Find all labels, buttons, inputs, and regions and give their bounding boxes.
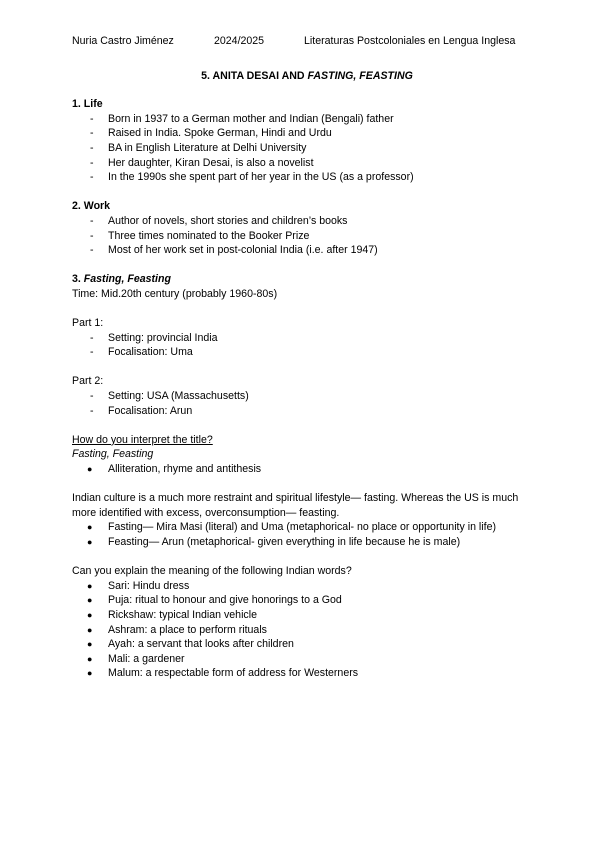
list-item: ● Feasting— Arun (metaphorical- given everything in life because he is male) xyxy=(72,535,542,550)
header-author: Nuria Castro Jiménez xyxy=(72,35,174,47)
list-item: - Setting: provincial India xyxy=(72,331,542,346)
part1-list xyxy=(72,331,542,360)
indian-words-list xyxy=(72,579,542,681)
document-title xyxy=(72,69,542,84)
list-item: - BA in English Literature at Delhi University xyxy=(72,141,542,156)
list-item: - Her daughter, Kiran Desai, is also a novelist xyxy=(72,156,542,171)
list-item: - In the 1990s she spent part of her year in the US (as a professor) xyxy=(72,170,542,185)
list-item: - Raised in India. Spoke German, Hindi and Urdu xyxy=(72,126,542,141)
list-item: ● Puja: ritual to honour and give honorings to a God xyxy=(72,593,542,608)
novel-heading xyxy=(72,272,542,287)
life-list xyxy=(72,112,542,185)
list-item: ● Rickshaw: typical Indian vehicle xyxy=(72,608,542,623)
document-page xyxy=(72,34,542,681)
list-item: - Three times nominated to the Booker Prize xyxy=(72,229,542,244)
list-item: - Born in 1937 to a German mother and Indian (Bengali) father xyxy=(72,112,542,127)
life-heading: 1. Life xyxy=(72,98,103,111)
title-question: How do you interpret the title? xyxy=(72,433,213,446)
list-item: ● Sari: Hindu dress xyxy=(72,579,542,594)
list-item: ● Alliteration, rhyme and antithesis xyxy=(72,462,542,477)
work-list xyxy=(72,214,542,258)
work-heading: 2. Work xyxy=(72,200,111,213)
words-question: Can you explain the meaning of the following Indian words? xyxy=(72,565,352,578)
list-item: ● Malum: a respectable form of address for Westerners xyxy=(72,666,542,681)
list-item: ● Ashram: a place to perform rituals xyxy=(72,623,542,638)
title-analysis-list xyxy=(72,462,542,477)
title-italic-line: Fasting, Feasting xyxy=(72,448,154,461)
header-course: Literaturas Postcoloniales en Lengua Inglesa xyxy=(304,35,516,47)
list-item: - Focalisation: Arun xyxy=(72,404,542,419)
part1-label: Part 1: xyxy=(72,317,104,330)
header-year: 2024/2025 xyxy=(214,35,265,47)
list-item: - Most of her work set in post-colonial India (i.e. after 1947) xyxy=(72,243,542,258)
title-prefix: 5. ANITA DESAI AND xyxy=(201,69,305,82)
part2-list xyxy=(72,389,542,418)
list-item: ● Mali: a gardener xyxy=(72,652,542,667)
culture-list xyxy=(72,520,542,549)
list-item: - Focalisation: Uma xyxy=(72,345,542,360)
novel-heading-italic: Fasting, Feasting xyxy=(83,273,171,286)
list-item: - Setting: USA (Massachusetts) xyxy=(72,389,542,404)
part2-label: Part 2: xyxy=(72,375,104,388)
page-header xyxy=(72,34,542,49)
novel-time: Time: Mid.20th century (probably 1960-80s) xyxy=(72,287,278,300)
list-item: - Author of novels, short stories and children’s books xyxy=(72,214,542,229)
title-italic: FASTING, FEASTING xyxy=(307,69,413,82)
culture-paragraph: Indian culture is a much more restraint and spiritual lifestyle— fasting. Whereas the US is much more identified with excess, overconsumption— feasting. xyxy=(72,492,519,519)
list-item: ● Fasting— Mira Masi (literal) and Uma (metaphorical- no place or opportunity in life) xyxy=(72,520,542,535)
list-item: ● Ayah: a servant that looks after children xyxy=(72,637,542,652)
novel-heading-prefix: 3. xyxy=(72,273,81,286)
